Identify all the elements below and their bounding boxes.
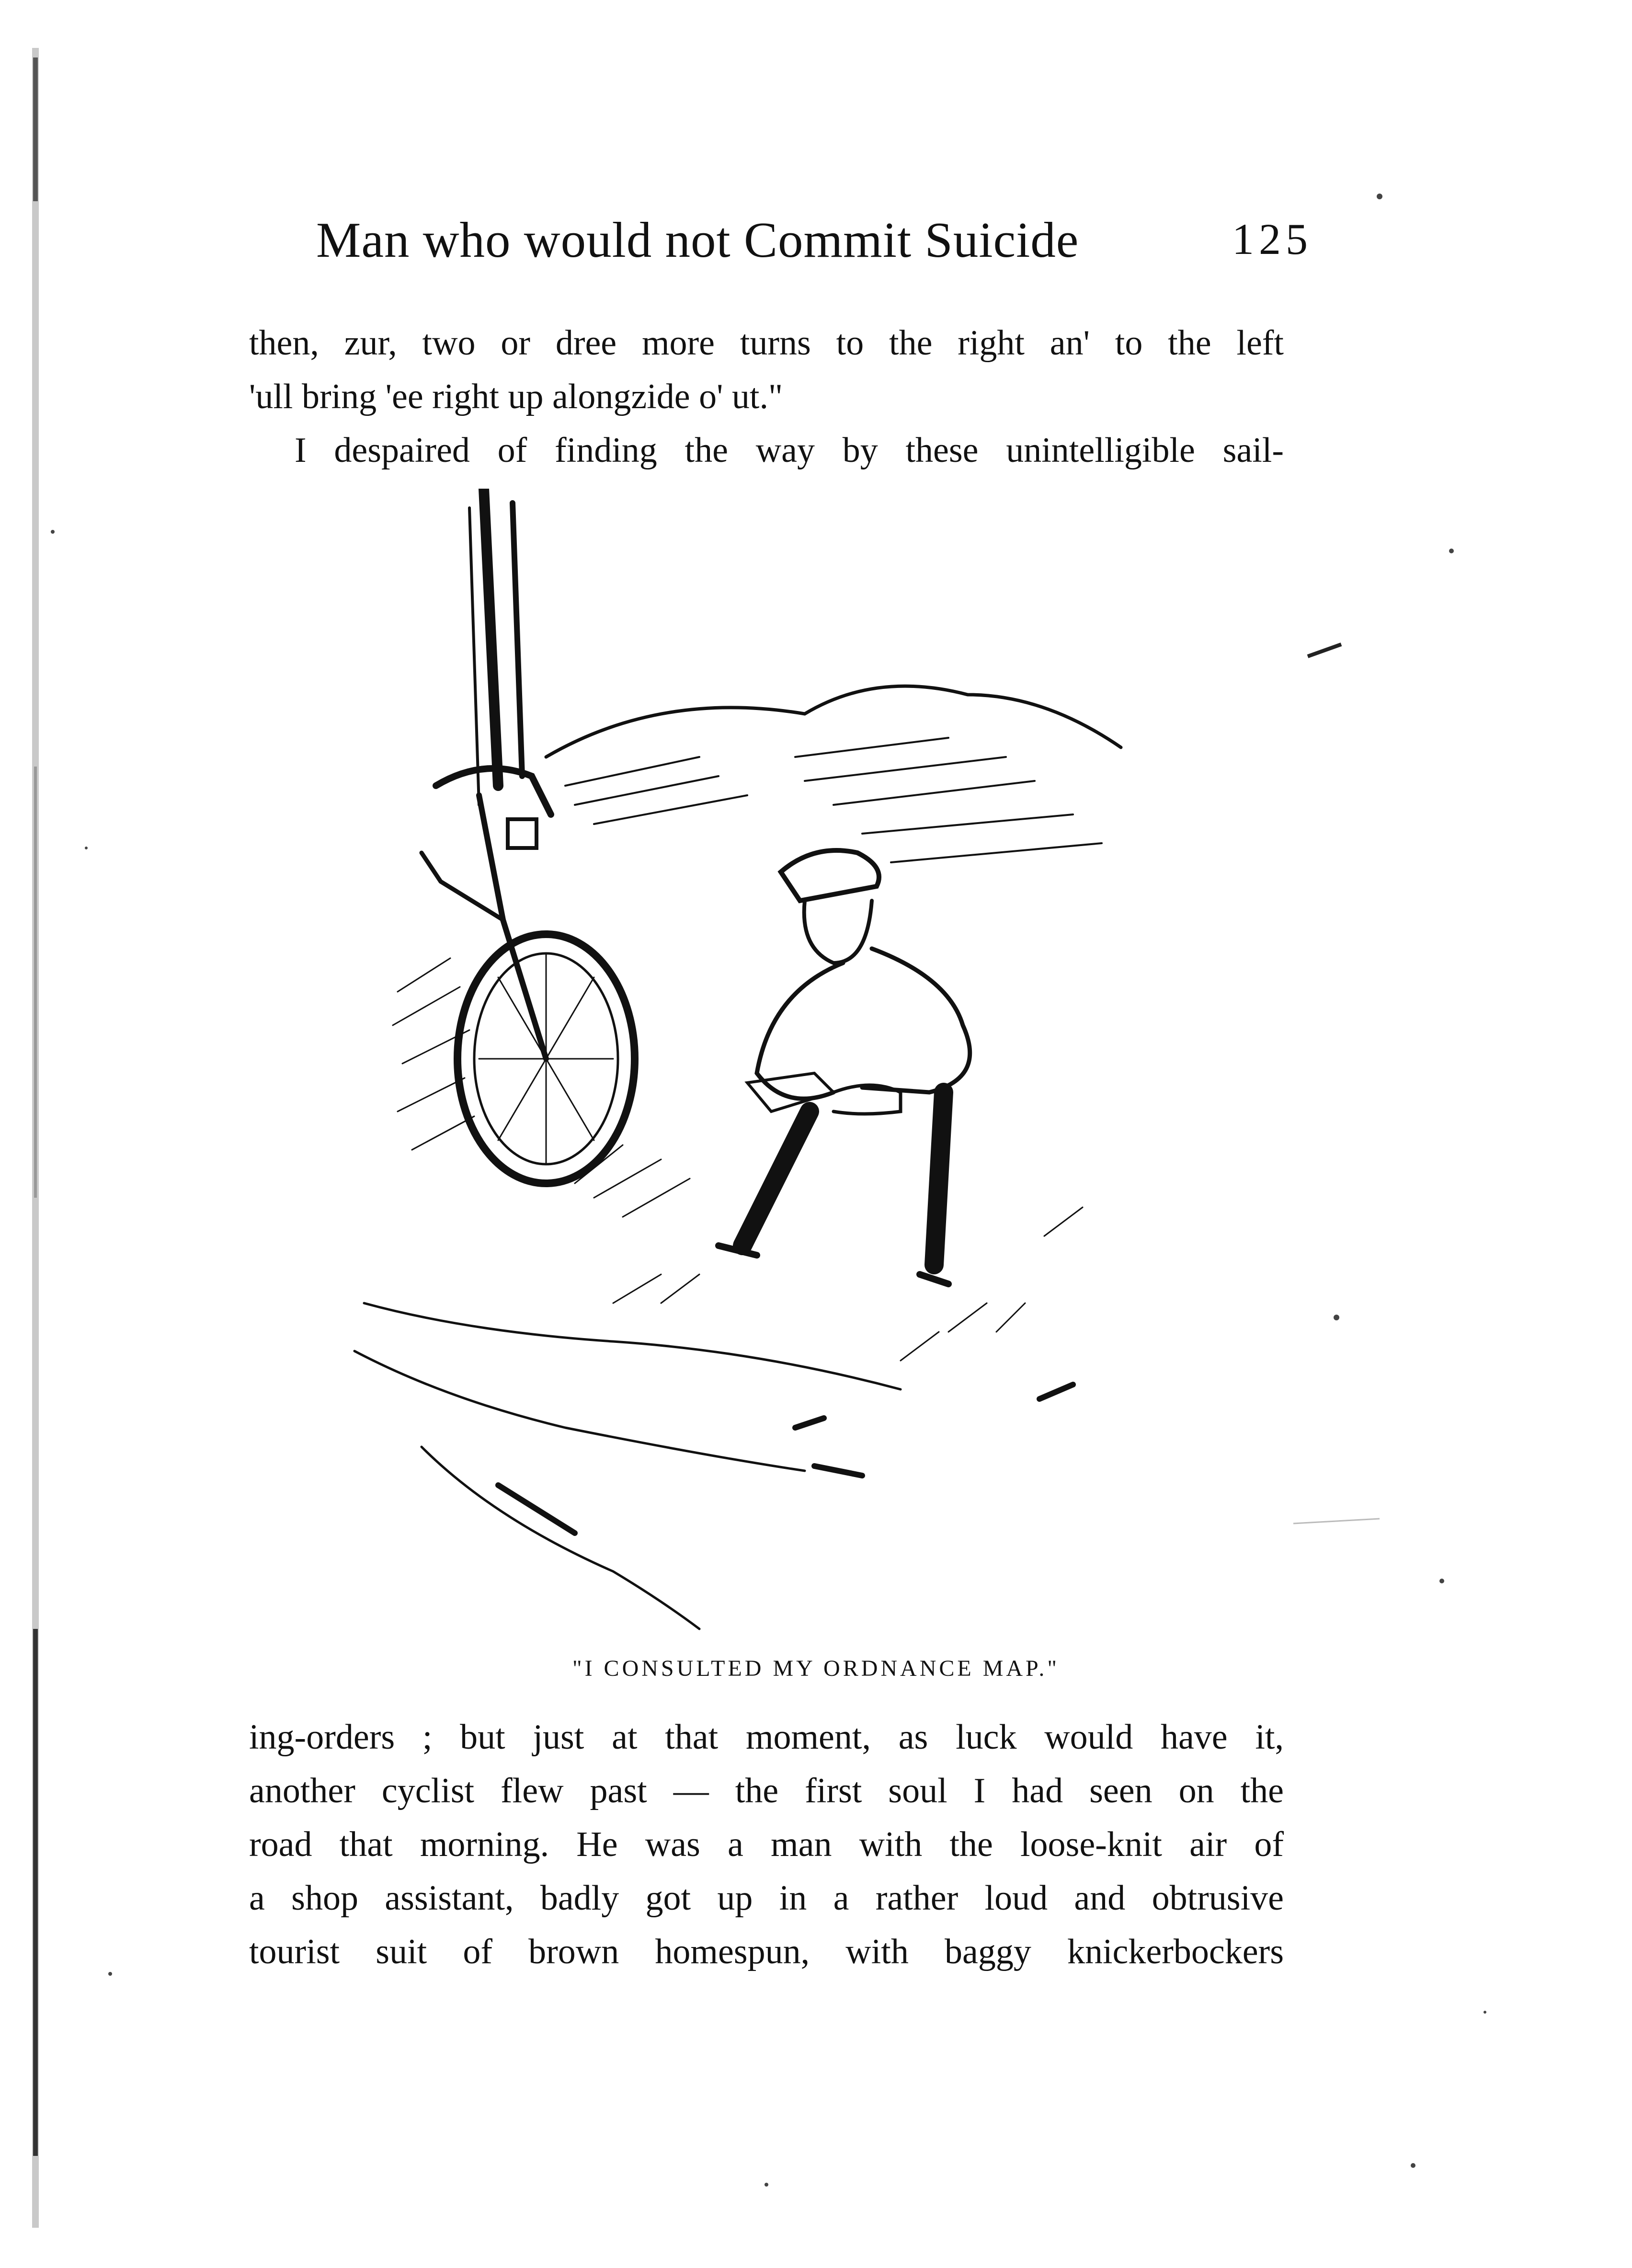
text-line: ing-orders ; but just at that moment, as luck would have it,: [249, 1718, 1284, 1757]
text-line: I despaired of finding the way by these unintelligible sail-: [295, 431, 1284, 470]
text-line: road that morning. He was a man with the loose-knit air of: [249, 1825, 1284, 1864]
body-text-bottom: [249, 1710, 1284, 1979]
text-line: a shop assistant, badly got up in a rather loud and obtrusive: [249, 1879, 1284, 1918]
illustration-cyclist-with-map: [326, 489, 1236, 1658]
running-title: Man who would not Commit Suicide: [316, 212, 1079, 268]
text-line: 'ull bring 'ee right up alongzide o' ut.": [249, 377, 783, 416]
illustration-caption: "I CONSULTED MY ORDNANCE MAP.": [572, 1656, 1060, 1681]
page-number: 125: [1232, 215, 1312, 263]
text-line: then, zur, two or dree more turns to the right an' to the left: [249, 323, 1284, 363]
text-line: another cyclist flew past — the first soul I had seen on the: [249, 1771, 1284, 1810]
text-line: tourist suit of brown homespun, with baggy knickerbockers: [249, 1932, 1284, 1971]
page-header: [316, 211, 1312, 283]
body-text-top: [249, 316, 1284, 477]
